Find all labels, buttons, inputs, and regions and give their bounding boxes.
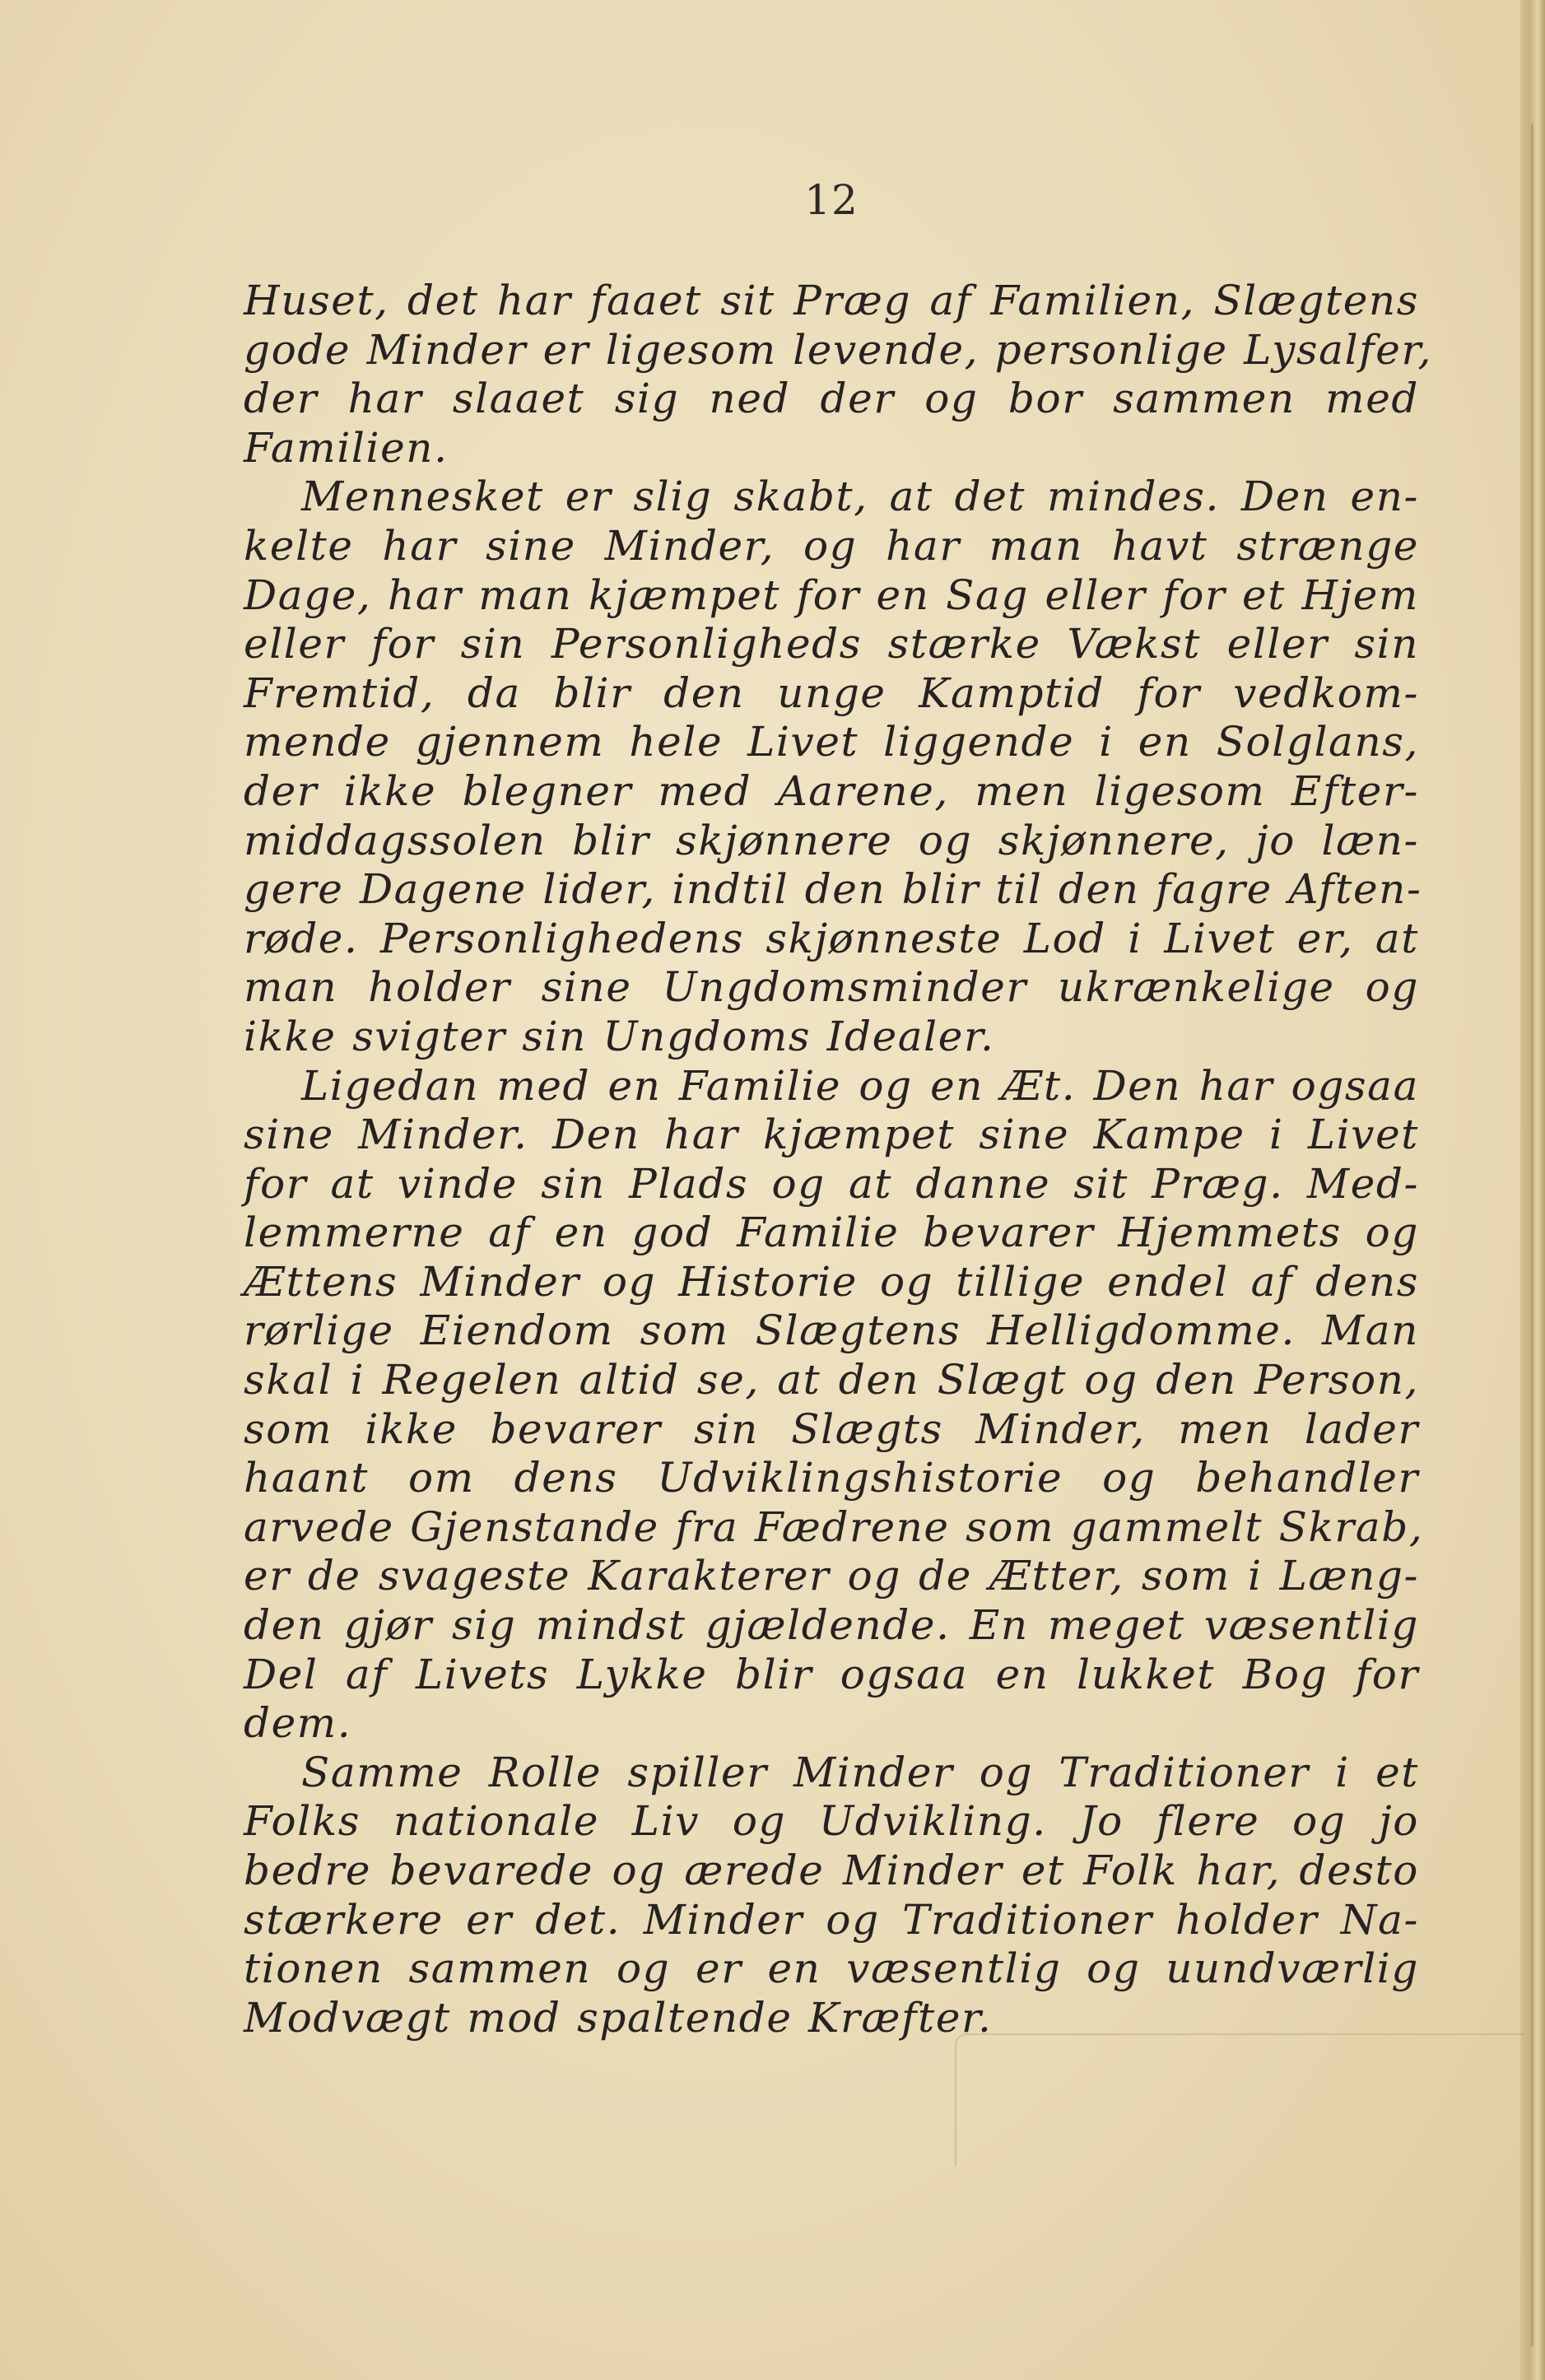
text-line: Fremtid, da blir den unge Kamptid for vedkom-	[244, 668, 1419, 717]
page-number: 12	[804, 176, 859, 224]
text-line: Modvægt mod spaltende Kræfter.	[244, 1993, 993, 2042]
text-line: Mennesket er slig skabt, at det mindes. Den en-	[301, 473, 1419, 521]
text-line: for at vinde sin Plads og at danne sit Præg. Med-	[244, 1159, 1419, 1208]
text-line: sine Minder. Den har kjæmpet sine Kampe i Livet	[244, 1111, 1419, 1159]
paper-mark	[955, 2033, 1524, 2167]
text-line: gere Dagene lider, indtil den blir til den fagre Aften-	[244, 865, 1422, 914]
body-text	[244, 277, 1432, 2042]
paragraph	[244, 473, 1422, 1061]
text-line: Ættens Minder og Historie og tillige endel af dens	[244, 1257, 1419, 1306]
text-line: arvede Gjenstande fra Fædrene som gammelt Skrab,	[244, 1502, 1424, 1551]
text-line: som ikke bevarer sin Slægts Minder, men lader	[244, 1404, 1419, 1453]
text-line: stærkere er det. Minder og Traditioner holder Na-	[244, 1895, 1419, 1944]
text-line: der ikke blegner med Aarene, men ligesom Efter-	[244, 766, 1419, 815]
text-line: Folks nationale Liv og Udvikling. Jo flere og jo	[244, 1797, 1419, 1846]
text-line: Familien.	[244, 423, 449, 472]
text-line: eller for sin Personligheds stærke Vækst eller sin	[244, 620, 1419, 668]
text-line: er de svageste Karakterer og de Ætter, som i Læng-	[244, 1552, 1419, 1600]
text-line: Samme Rolle spiller Minder og Traditioner i et	[301, 1748, 1419, 1796]
paragraph	[244, 1061, 1424, 1749]
text-line: rørlige Eiendom som Slægtens Helligdomme. Man	[244, 1306, 1419, 1355]
text-line: der har slaaet sig ned der og bor sammen med	[244, 375, 1419, 423]
text-line: kelte har sine Minder, og har man havt strænge	[244, 521, 1419, 570]
paragraph	[244, 1749, 1419, 2043]
text-line: Ligedan med en Familie og en Æt. Den har ogsaa	[301, 1061, 1419, 1110]
text-line: middagssolen blir skjønnere og skjønnere, jo læn-	[244, 816, 1419, 864]
text-line: gode Minder er ligesom levende, personlige Lysalfer,	[244, 325, 1432, 374]
text-line: tionen sammen og er en væsentlig og uundværlig	[244, 1945, 1419, 1993]
text-line: den gjør sig mindst gjældende. En meget væsentlig	[244, 1601, 1419, 1650]
text-line: bedre bevarede og ærede Minder et Folk har, desto	[244, 1847, 1419, 1894]
binding-line	[1531, 123, 1533, 2346]
text-line: ikke svigter sin Ungdoms Idealer.	[244, 1012, 995, 1060]
text-line: Huset, det har faaet sit Præg af Familien, Slægtens	[244, 277, 1419, 324]
text-line: lemmerne af en god Familie bevarer Hjemmets og	[244, 1209, 1419, 1257]
text-line: skal i Regelen altid se, at den Slægt og den Person,	[244, 1356, 1419, 1404]
text-line: Del af Livets Lykke blir ogsaa en lukket Bog for	[244, 1650, 1419, 1698]
paragraph	[244, 277, 1432, 473]
text-line: røde. Personlighedens skjønneste Lod i Livet er, at	[244, 914, 1419, 962]
text-line: dem.	[244, 1699, 352, 1748]
text-line: Dage, har man kjæmpet for en Sag eller for et Hjem	[244, 571, 1419, 619]
text-line: haant om dens Udviklingshistorie og behandler	[244, 1454, 1419, 1502]
text-line: man holder sine Ungdomsminder ukrænkelige og	[244, 963, 1419, 1012]
text-line: mende gjennem hele Livet liggende i en Solglans,	[244, 718, 1419, 766]
